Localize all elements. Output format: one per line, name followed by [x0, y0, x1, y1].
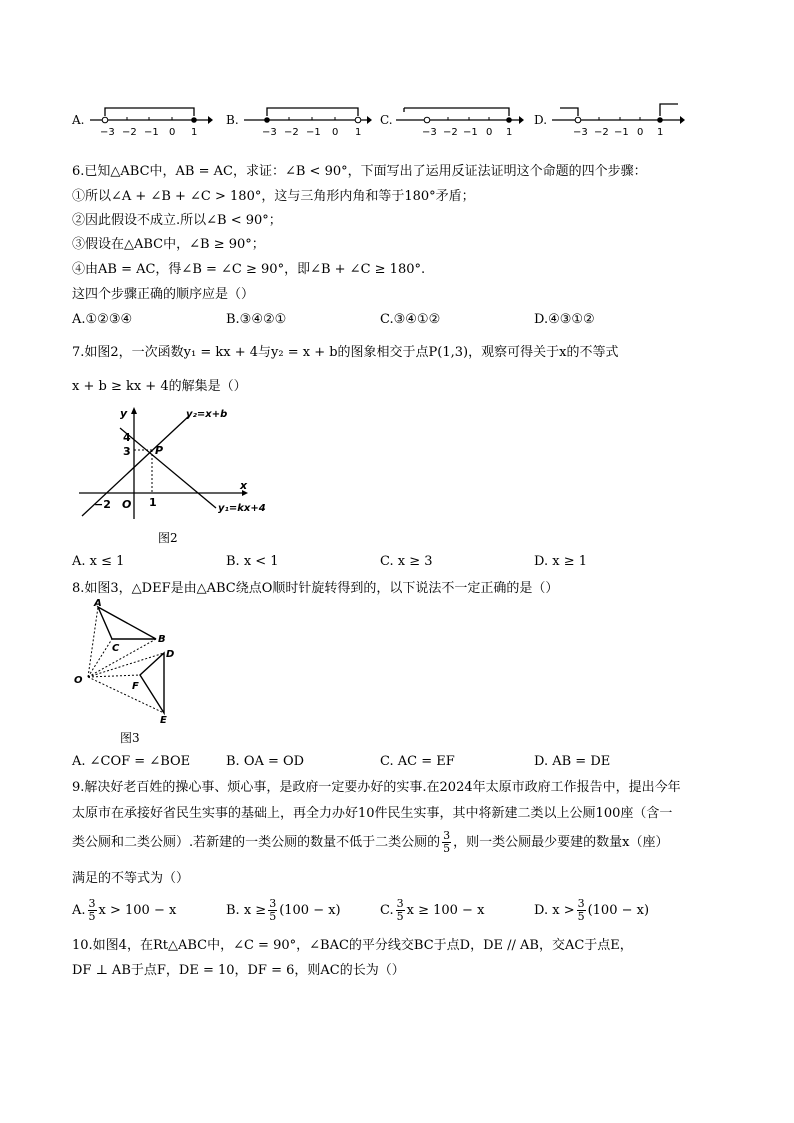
q8-option-c[interactable]: C. AC = EF [380, 754, 455, 769]
label-f: F [132, 681, 139, 692]
q7-stem-line-2: x + b ≥ kx + 4的解集是（） [72, 379, 247, 394]
q9-option-c[interactable]: C. $\frac{3}{5}$ x ≥ 100 − x [380, 897, 485, 923]
q9-line-4: 满足的不等式为（） [72, 871, 190, 886]
tick-label: −2 [122, 127, 137, 138]
q6-stem: 6.已知△ABC中，AB = AC，求证：∠B < 90°，下面写出了运用反证法证明这个命题的四个步骤： [72, 164, 647, 179]
tick-label: 0 [637, 127, 644, 138]
x-tick-1: 1 [149, 496, 157, 509]
triangle-abc [98, 607, 156, 639]
q7-figure-caption: 图2 [158, 531, 178, 545]
q9-option-a[interactable]: A. $\frac{3}{5}$ x > 100 − x [72, 897, 177, 923]
tick-label: −3 [573, 127, 588, 138]
q8-figure-caption: 图3 [120, 731, 140, 745]
q7-graph [74, 404, 274, 524]
tick-label: −3 [262, 127, 277, 138]
y-axis-label: y [120, 407, 128, 420]
q9-option-d[interactable]: D. x > $\frac{3}{5}$ (100 − x) [534, 897, 650, 923]
ray-oa [88, 607, 98, 677]
q6-step-4: ④由AB = AC，得∠B = ∠C ≥ 90°，即∠B + ∠C ≥ 180°. [72, 262, 426, 277]
q7-stem-line-1: 7.如图2，一次函数y₁ = kx + 4与y₂ = x + b的图象相交于点P(1,3)，观察可得关于x的不等式 [72, 345, 619, 360]
ray-ob [88, 639, 156, 677]
q9-line-1: 9.解决好老百姓的操心事、烦心事，是政府一定要办好的实事.在2024年太原市政府工作报告中，提出今年 [72, 780, 681, 795]
q10-line-2: DF ⊥ AB于点F，DE = 10，DF = 6，则AC的长为（） [72, 963, 405, 978]
tick-label: 0 [332, 127, 339, 138]
q9-line-3-after: ，则一类公厕最少要建的数量x（座） [453, 835, 669, 850]
line-y1-label: y₁=kx+4 [218, 503, 266, 514]
origin-label: O [122, 498, 132, 511]
y-tick-3: 3 [123, 445, 131, 458]
tick-label: 1 [191, 127, 198, 138]
q8-figure [70, 597, 190, 725]
q6-question: 这四个步骤正确的顺序应是（） [72, 287, 255, 302]
q9-option-b[interactable]: B. x ≥ $\frac{3}{5}$ (100 − x) [226, 897, 341, 923]
numberline-option-a-label: A. [72, 113, 85, 127]
label-o: O [74, 675, 83, 686]
tick-label: −2 [284, 127, 299, 138]
tick-label: −1 [144, 127, 159, 138]
q7-option-c[interactable]: C. x ≥ 3 [380, 554, 433, 569]
q6-option-a[interactable]: A.①②③④ [72, 312, 133, 327]
numberline-option-b-label: B. [226, 113, 239, 127]
label-c: C [112, 643, 120, 654]
q6-option-b[interactable]: B.③④②① [226, 312, 287, 327]
fraction-numerator: 3 [443, 829, 451, 842]
q8-option-a[interactable]: A. ∠COF = ∠BOE [72, 754, 191, 769]
point-p-label: P [155, 444, 164, 457]
q10-line-1: 10.如图4，在Rt△ABC中，∠C = 90°，∠BAC的平分线交BC于点D，DE // AB，交AC于点E， [72, 938, 633, 953]
ray-od [88, 653, 164, 677]
tick-label: −2 [594, 127, 609, 138]
q6-option-d[interactable]: D.④③①② [534, 312, 595, 327]
line-y2-label: y₂=x+b [186, 409, 228, 420]
q8-options [72, 753, 772, 771]
x-axis-label: x [240, 479, 248, 492]
q6-step-3: ③假设在△ABC中，∠B ≥ 90°； [72, 237, 265, 252]
q7-options [72, 553, 772, 571]
tick-label: 0 [169, 127, 176, 138]
tick-label: −3 [100, 127, 115, 138]
q8-option-b[interactable]: B. OA = OD [226, 754, 305, 769]
ray-of [88, 675, 140, 677]
tick-label: 1 [355, 127, 362, 138]
fraction-denominator: 5 [443, 842, 451, 855]
q7-option-d[interactable]: D. x ≥ 1 [534, 554, 587, 569]
x-tick-neg2: −2 [94, 498, 111, 511]
numberline-d [550, 100, 685, 140]
q7-option-b[interactable]: B. x < 1 [226, 554, 279, 569]
y-axis-arrow [131, 407, 137, 414]
q6-option-c[interactable]: C.③④①② [380, 312, 441, 327]
triangle-def [140, 653, 164, 713]
numberline-b [242, 104, 372, 140]
tick-label: −3 [422, 127, 437, 138]
q8-stem: 8.如图3，△DEF是由△ABC绕点O顺时针旋转得到的，以下说法不一定正确的是（） [72, 581, 559, 596]
label-a: A [94, 598, 102, 609]
label-d: D [166, 649, 175, 660]
tick-label: 1 [657, 127, 664, 138]
ray-oc [88, 639, 112, 677]
numberline-option-c-label: C. [380, 113, 393, 127]
label-e: E [160, 715, 167, 725]
numberline-option-d-label: D. [534, 113, 548, 127]
q6-step-1: ①所以∠A + ∠B + ∠C > 180°，这与三角形内角和等于180°矛盾； [72, 189, 475, 204]
q9-fraction [442, 830, 451, 855]
numberline-a [88, 104, 213, 140]
tick-label: 1 [506, 127, 513, 138]
q9-line-3-before: 类公厕和二类公厕）.若新建的一类公厕的数量不低于二类公厕的 [72, 835, 441, 850]
y-tick-4: 4 [123, 431, 131, 444]
numberline-c [394, 104, 524, 140]
q9-line-3 [72, 828, 668, 858]
q9-line-2: 太原市在承接好省民生实事的基础上，再全力办好10件民生实事，其中将新建二类以上公厕100座（含一 [72, 806, 673, 821]
label-b: B [158, 634, 166, 645]
tick-label: −2 [443, 127, 458, 138]
q7-option-a[interactable]: A. x ≤ 1 [72, 554, 125, 569]
q8-option-d[interactable]: D. AB = DE [534, 754, 611, 769]
tick-label: −1 [463, 127, 478, 138]
q6-step-2: ②因此假设不成立.所以∠B < 90°； [72, 213, 282, 228]
tick-label: −1 [306, 127, 321, 138]
q6-options [72, 311, 772, 329]
tick-label: 0 [486, 127, 493, 138]
tick-label: −1 [614, 127, 629, 138]
q9-options [72, 896, 772, 926]
